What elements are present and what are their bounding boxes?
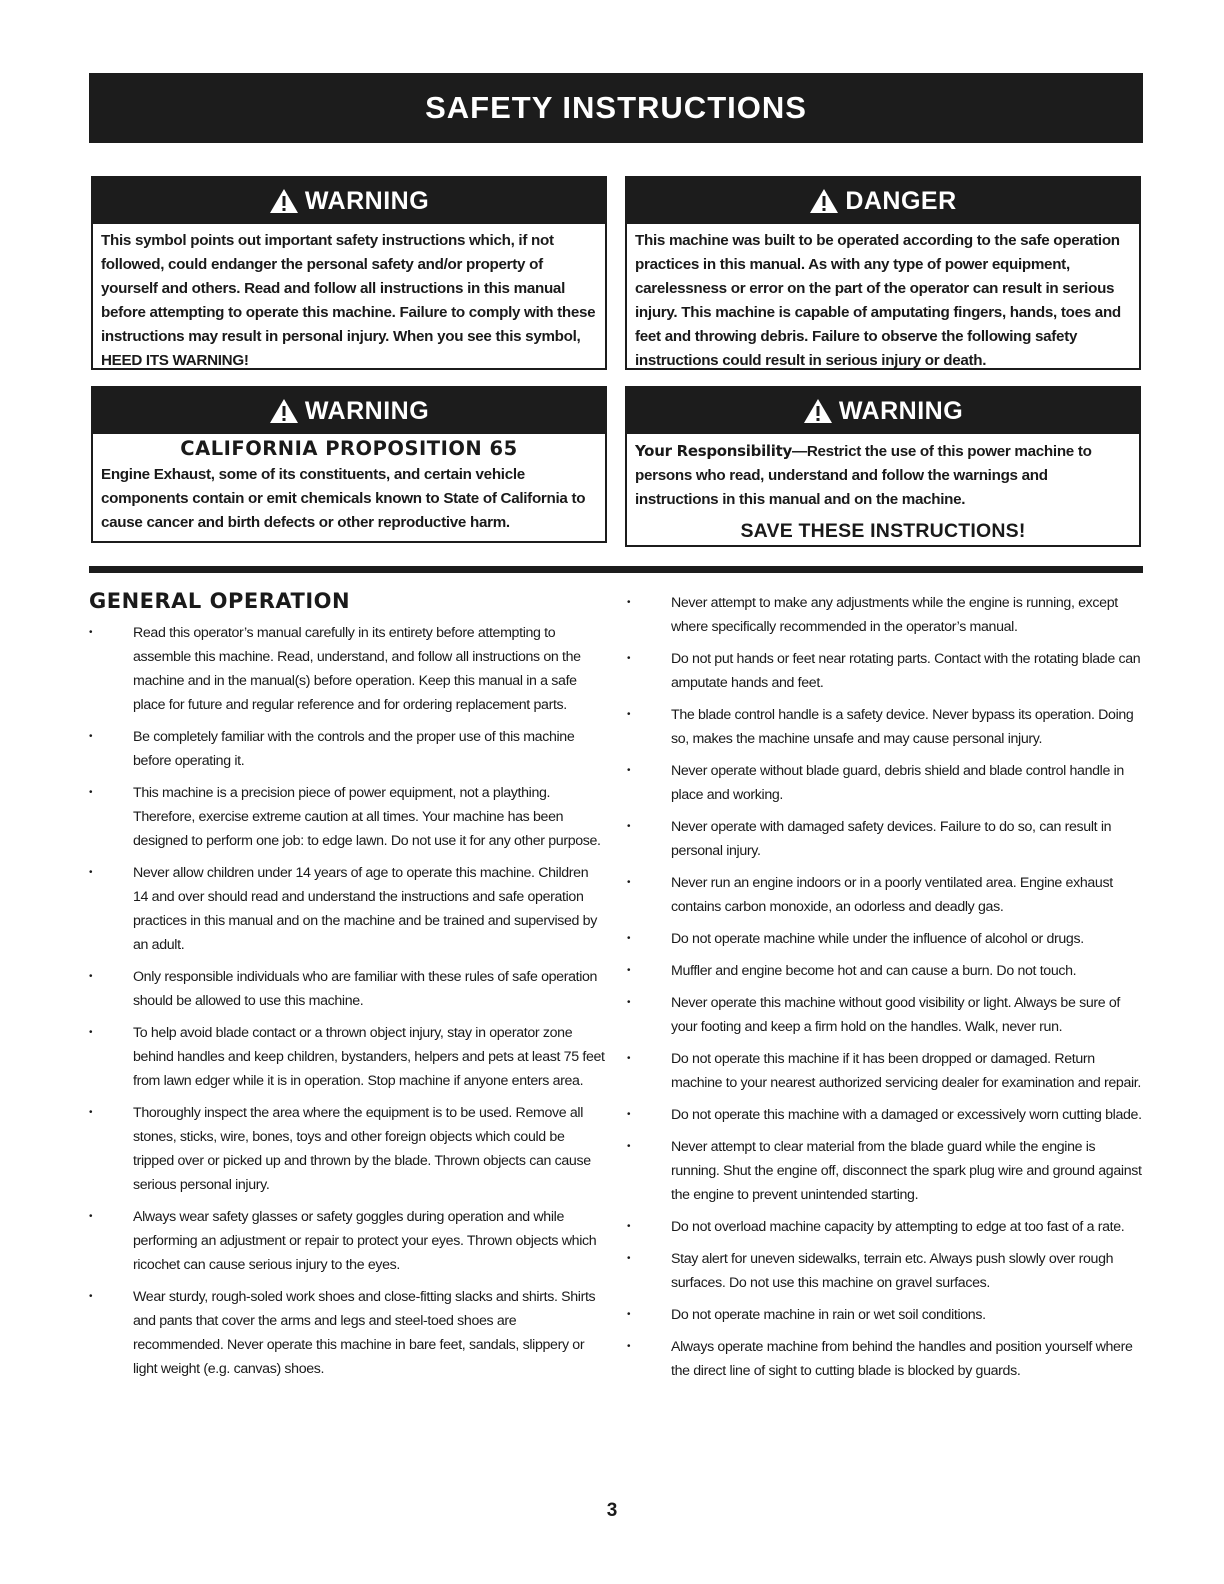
- warning-box-prop65: [91, 386, 607, 543]
- general-operation-list-left: [89, 621, 605, 1389]
- warning-triangle-icon: [809, 188, 839, 214]
- list-item: • Always wear safety glasses or safety goggles during operation and while performing an adjustment or repair to protect your eyes. Thrown objects which ricochet can cause serious injury to the eyes.: [89, 1205, 605, 1277]
- responsibility-body: —Restrict the use of this power machine to persons who read, understand and follow the warnings and instructions in this manual and on the machine.: [635, 443, 1092, 508]
- list-item: • Never attempt to make any adjustments while the engine is running, except where specifically recommended in the operator’s manual.: [627, 591, 1143, 639]
- list-item: • This machine is a precision piece of power equipment, not a plaything. Therefore, exercise extreme caution at all times. Your machine has been designed to perform one job: to edge lawn. Do not use it for any other purpose.: [89, 781, 605, 853]
- list-item: • Never operate this machine without good visibility or light. Always be sure of your footing and keep a firm hold on the handles. Walk, never run.: [627, 991, 1143, 1039]
- list-item: • Muffler and engine become hot and can cause a burn. Do not touch.: [627, 959, 1143, 983]
- prop65-title: CALIFORNIA PROPOSITION 65: [180, 437, 518, 460]
- responsibility-text: [627, 434, 1139, 512]
- warning-header: [93, 388, 605, 434]
- list-item: • To help avoid blade contact or a thrown object injury, stay in operator zone behind handles and keep children, bystanders, helpers and pets at least 75 feet from lawn edger while it is in operation. Stop machine if anyone enters area.: [89, 1021, 605, 1093]
- list-item: • Never run an engine indoors or in a poorly ventilated area. Engine exhaust contains carbon monoxide, an odorless and deadly gas.: [627, 871, 1143, 919]
- danger-header: [627, 178, 1139, 224]
- danger-box: [625, 176, 1141, 370]
- page-title-banner: [89, 73, 1143, 143]
- list-item: • Never operate with damaged safety devices. Failure to do so, can result in personal injury.: [627, 815, 1143, 863]
- warning-text: This symbol points out important safety instructions which, if not followed, could endanger the personal safety and/or property of yourself and others. Read and follow all instructions in this manual before attempting to operate this machine. Failure to comply with these instructions may result in personal injury. When you see this symbol, HEED ITS WARNING!: [101, 232, 596, 369]
- general-operation-list-right: [627, 591, 1143, 1391]
- list-item: • Stay alert for uneven sidewalks, terrain etc. Always push slowly over rough surfaces. Do not use this machine on gravel surfaces.: [627, 1247, 1143, 1295]
- warning-triangle-icon: [269, 188, 299, 214]
- warning-heading: WARNING: [304, 396, 430, 425]
- warning-heading: WARNING: [838, 396, 964, 425]
- list-item: • Be completely familiar with the controls and the proper use of this machine before operating it.: [89, 725, 605, 773]
- list-item: • Never operate without blade guard, debris shield and blade control handle in place and working.: [627, 759, 1143, 807]
- responsibility-lead: Your Responsibility: [635, 442, 792, 460]
- danger-heading: DANGER: [845, 186, 957, 215]
- list-item: • Read this operator’s manual carefully in its entirety before attempting to assemble this machine. Read, understand, and follow all instructions on the machine and in the manual(s) before operation. Keep this manual in a safe place for future and regular reference and for ordering replacement parts.: [89, 621, 605, 717]
- page-number: 3: [606, 1500, 618, 1521]
- warning-header: [93, 178, 605, 224]
- list-item: • Never allow children under 14 years of age to operate this machine. Children 14 and over should read and understand the instructions and safe operation practices in this manual and on the machine and be trained and supervised by an adult.: [89, 861, 605, 957]
- list-item: • Do not operate machine while under the influence of alcohol or drugs.: [627, 927, 1143, 951]
- warning-box-symbol: [91, 176, 607, 370]
- list-item: • The blade control handle is a safety device. Never bypass its operation. Doing so, makes the machine unsafe and may cause personal injury.: [627, 703, 1143, 751]
- warning-triangle-icon: [803, 398, 833, 424]
- list-item: • Do not put hands or feet near rotating parts. Contact with the rotating blade can amputate hands and feet.: [627, 647, 1143, 695]
- list-item: • Do not operate this machine with a damaged or excessively worn cutting blade.: [627, 1103, 1143, 1127]
- warning-box-responsibility: [625, 386, 1141, 547]
- list-item: • Do not overload machine capacity by attempting to edge at too fast of a rate.: [627, 1215, 1143, 1239]
- list-item: • Always operate machine from behind the handles and position yourself where the direct line of sight to cutting blade is blocked by guards.: [627, 1335, 1143, 1383]
- warning-heading: WARNING: [304, 186, 430, 215]
- list-item: • Wear sturdy, rough-soled work shoes and close-fitting slacks and shirts. Shirts and pants that cover the arms and legs and steel-toed shoes are recommended. Never operate this machine in bare feet, sandals, slippery or light weight (e.g. canvas) shoes.: [89, 1285, 605, 1381]
- list-item: • Only responsible individuals who are familiar with these rules of safe operation should be allowed to use this machine.: [89, 965, 605, 1013]
- prop65-text: Engine Exhaust, some of its constituents, and certain vehicle components contain or emit chemicals known to State of California to cause cancer and birth defects or other reproductive harm.: [101, 466, 586, 531]
- warning-triangle-icon: [269, 398, 299, 424]
- list-item: • Do not operate machine in rain or wet soil conditions.: [627, 1303, 1143, 1327]
- warning-header: [627, 388, 1139, 434]
- danger-text: This machine was built to be operated according to the safe operation practices in this manual. As with any type of power equipment, carelessness or error on the part of the operator can result in serious injury. This machine is capable of amputating fingers, hands, toes and feet and throwing debris. Failure to observe the following safety instructions could result in serious injury or death.: [635, 232, 1121, 369]
- list-item: • Never attempt to clear material from the blade guard while the engine is running. Shut the engine off, disconnect the spark plug wire and ground against the engine to prevent unintended starting.: [627, 1135, 1143, 1207]
- section-heading: GENERAL OPERATION: [89, 589, 351, 613]
- page-title: SAFETY INSTRUCTIONS: [425, 90, 807, 125]
- save-instructions-title: SAVE THESE INSTRUCTIONS!: [740, 520, 1026, 542]
- list-item: • Do not operate this machine if it has been dropped or damaged. Return machine to your nearest authorized servicing dealer for examination and repair.: [627, 1047, 1143, 1095]
- section-divider: [89, 566, 1143, 573]
- list-item: • Thoroughly inspect the area where the equipment is to be used. Remove all stones, sticks, wire, bones, toys and other foreign objects which could be tripped over or picked up and thrown by the blade. Thrown objects can cause serious personal injury.: [89, 1101, 605, 1197]
